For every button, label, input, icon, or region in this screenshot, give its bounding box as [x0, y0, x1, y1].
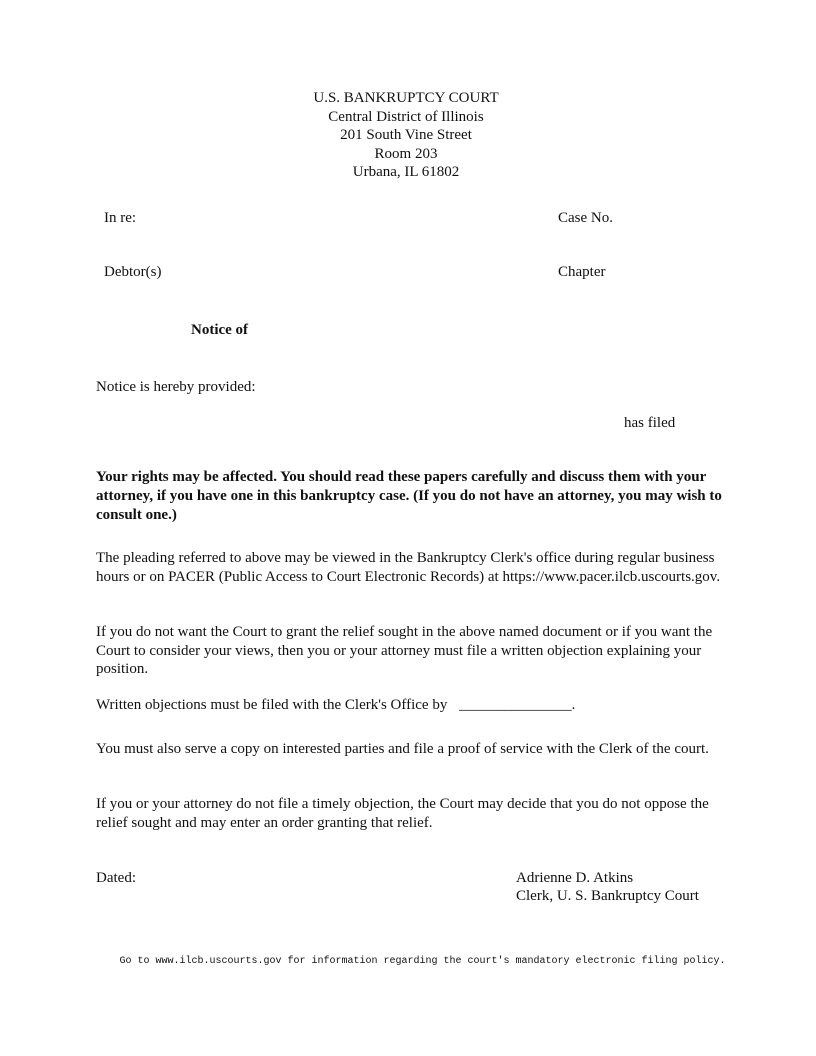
in-re-label: In re: — [104, 210, 137, 226]
court-street: 201 South Vine Street — [340, 127, 472, 143]
rights-warning: Your rights may be affected. You should read these papers carefully and discuss them with your attorney, if you have one in this bankruptcy case. (If you do not have an attorney, you may wish to consult one.) — [96, 469, 722, 523]
case-no-label: Case No. — [558, 210, 613, 226]
no-objection-paragraph: If you or your attorney do not file a timely objection, the Court may decide that you do not oppose the relief sought and may enter an order granting that relief. — [96, 796, 709, 831]
dated-label: Dated: — [96, 870, 136, 886]
clerk-title: Clerk, U. S. Bankruptcy Court — [516, 888, 699, 904]
court-room: Room 203 — [374, 145, 438, 162]
footer-note: Go to www.ilcb.uscourts.gov for information regarding the court's mandatory electronic filing policy. — [119, 956, 726, 967]
chapter-label: Chapter — [558, 264, 606, 280]
deadline-blank: _______________. — [459, 697, 576, 713]
clerk-name: Adrienne D. Atkins — [516, 870, 634, 886]
serve-copy-paragraph: You must also serve a copy on interested parties and file a proof of service with the Clerk of the court. — [96, 741, 709, 757]
court-header — [0, 89, 812, 182]
debtors-label: Debtor(s) — [104, 264, 162, 280]
court-city: Urbana, IL 61802 — [352, 164, 460, 180]
has-filed-text: has filed — [624, 415, 676, 431]
pleading-view-paragraph: The pleading referred to above may be viewed in the Bankruptcy Clerk's office during regular business hours or on PACER (Public Access to Court Electronic Records) at https://www.pacer.ilcb.uscourts.gov. — [96, 550, 721, 585]
objection-deadline-line — [96, 696, 575, 714]
notice-title: Notice of — [191, 322, 249, 338]
objection-intro-paragraph: If you do not want the Court to grant the relief sought in the above named document or if you want the Court to consider your views, then you or your attorney must file a written objection explaining your position. — [96, 624, 713, 677]
court-name: U.S. BANKRUPTCY COURT — [313, 90, 499, 106]
court-district: Central District of Illinois — [328, 108, 484, 125]
notice-provided: Notice is hereby provided: — [96, 379, 256, 395]
objection-deadline-text: Written objections must be filed with the Clerk's Office by — [96, 697, 448, 713]
